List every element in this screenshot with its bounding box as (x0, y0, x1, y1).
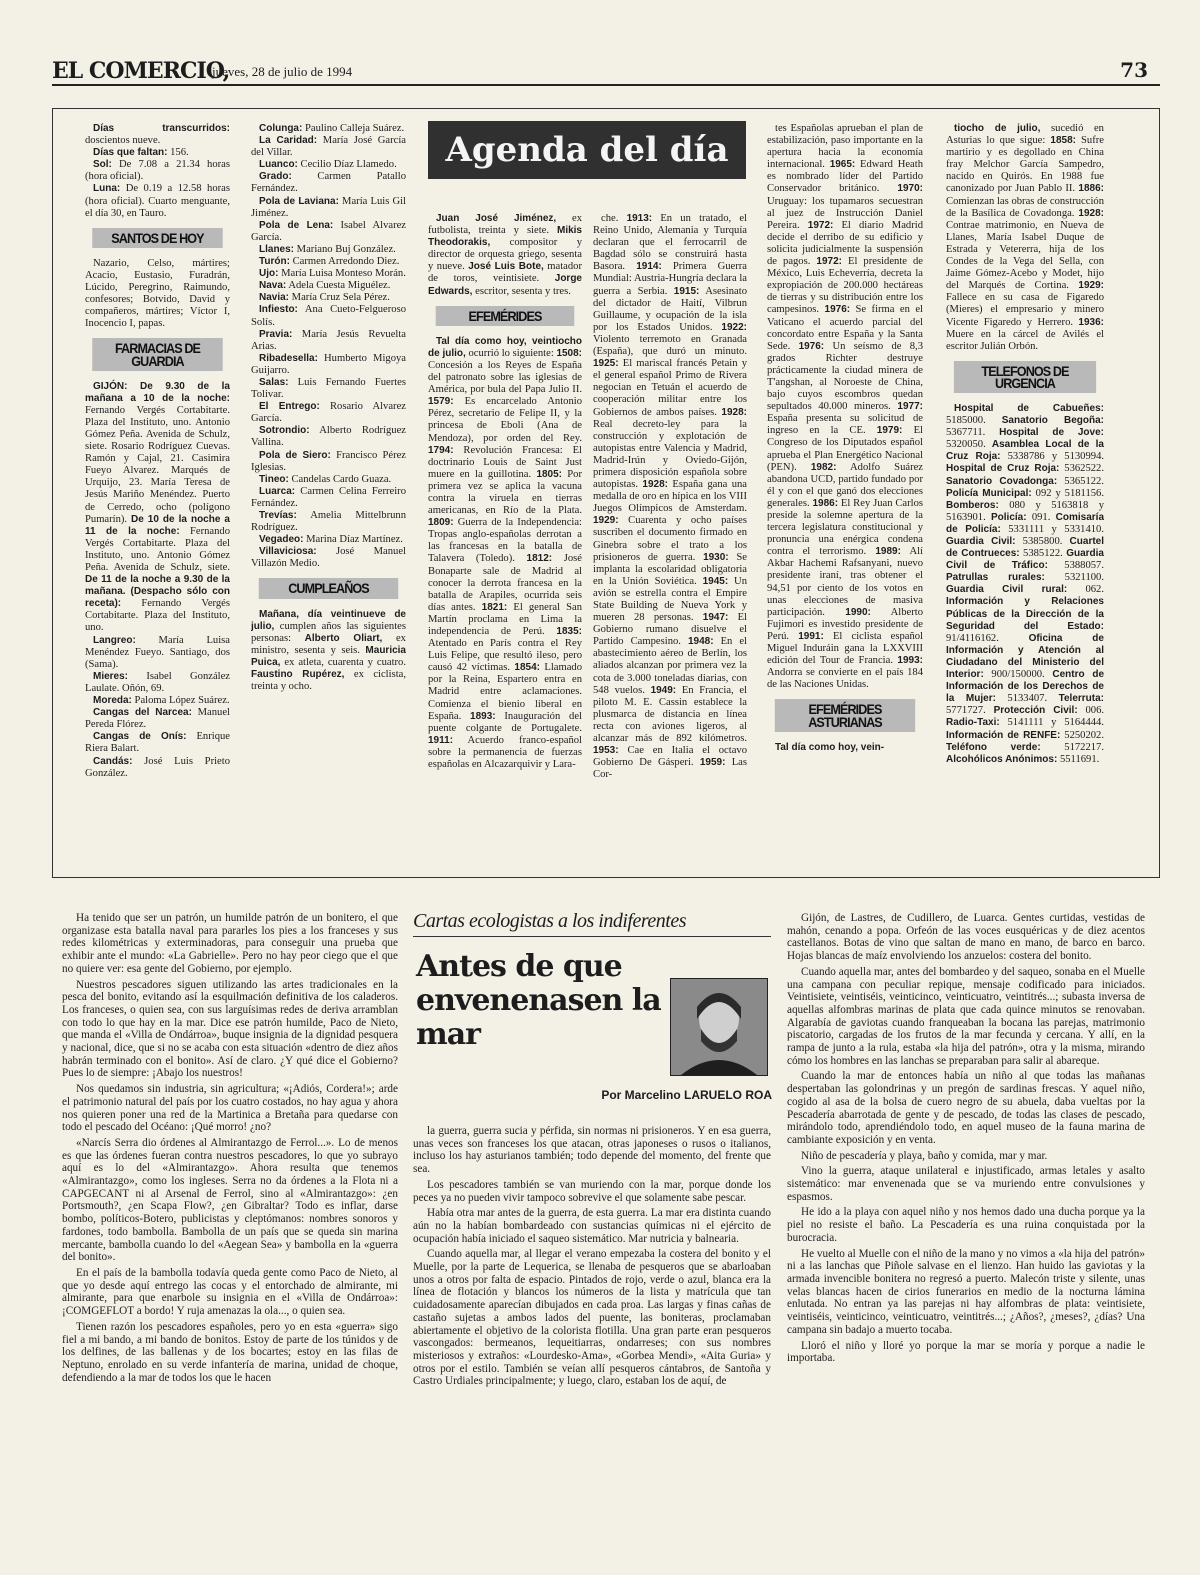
section-efemerides-title: EFEMÉRIDES (436, 306, 575, 326)
cumple-continued: Juan José Jiménez, ex futbolista, treinta y siete. Mikis Theodorakis, compositor y director de orquesta griego, sesenta y nueve. José Luis Bote, matador de toros, veintisiete. Jorge Edwards, escritor, sesenta y tres. (428, 213, 582, 297)
text-paragraph: Pola de Lena: Isabel Alvarez García. (251, 219, 406, 243)
article-paragraph: «Narcís Serra dio órdenes al Almirantazgo de Ferrol...». Lo de menos es que las órdenes fueran contra nuestros pescadores, lo que yo subrayo aquí es lo del «Almirantazgo». Ahora resulta que tenemos «Almirantazgo», como los ingleses. Serra no da órdenes a la Flota ni a CAPGECANT ni al Arsenal de Ferrol, sino al «Almirantazgo»: ¿en Portsmouth?, ¿en Scapa Flow?, ¿en Gibraltar? Todo es inflar, darse bombo, políticos-Botero, publicistas y cleptómanos: nombres sonoros y fardones, todo bambolla. Bambolla de un país que se queda sin marina mercante, bambolla cuando lo del «Aegean Sea» y bambolla en la «guerra del bonito». (62, 1136, 398, 1264)
section-santos-title: SANTOS DE HOY (92, 228, 223, 248)
section-efemerides-asturianas-title: EFEMÉRIDES ASTURIANAS (775, 699, 915, 731)
section-farmacias-title: FARMACIAS DE GUARDIA (92, 338, 223, 370)
text-paragraph: Turón: Carmen Arredondo Diez. (259, 256, 400, 268)
series-title: Cartas ecologistas a los indiferentes (413, 908, 771, 937)
agenda-box (52, 108, 1160, 878)
text-paragraph: Candás: José Luis Prieto González. (85, 755, 230, 779)
text-paragraph: Vegadeo: Marina Díaz Martínez. (259, 534, 403, 546)
text-paragraph: Moreda: Paloma López Suárez. (93, 695, 230, 707)
article-paragraph: Cuando aquella mar, antes del bombardeo y del saqueo, sonaba en el Muelle una campana con peculiar repique, mensaje codificado para iniciados. Veintisiete, veintiséis, veinticinco, veinticuatro, veintitrés...; subasta inversa de aquellas alfombras marinas de plata que cada quince minutos se renovaban. Algarabía de gaviotas cuando franqueaban la bocana las parejas, matrimonio piscatorio, cargadas de los frutos de la mar fecunda y cercana. Y allí, en la rampa de junto a la rula, estaba «la hija del patrón», otra y la misma, mirando cómo los hombres en las lanchas se preparaban para salir al abareque. (787, 965, 1145, 1067)
article-paragraph: Los pescadores también se van muriendo con la mar, porque donde los peces ya no pueden vivir tampoco sobrevive el que solamente sabe pescar. (413, 1178, 771, 1204)
article-paragraph: la guerra, guerra sucia y pérfida, sin normas ni prisioneros. Y en esa guerra, unas veces son franceses los que atacan, otras japoneses o rusos o italianos, incluso los hay asturianos también; todo depende del momento, del frente que sea. (413, 1125, 771, 1176)
newspaper-logo: EL COMERCIO, (52, 58, 230, 84)
page-number: 73 (1120, 58, 1148, 82)
article-headline: Antes de que envenenasen la mar (416, 949, 661, 1052)
efemerides-end: tes Españolas aprueban el plan de estabilización, paso importante en la apertura hacia la economía internacional. 1965: Edward Heath es nombrado líder del Partido Conservador británico. 1970: Uruguay: los tupamaros secuestran al juez de Instrucción Daniel Pereira. 1972: El diario Madrid decide el derribo de su edificio y solicita judicialmente la suspensión de pagos. 1972: El presidente de México, Luis Echeverría, decreta la expropiación de 200.000 hectáreas de tierras y su distribución entre los campesinos. 1976: Se firma en el Vaticano el acuerdo parcial del concordato entre España y la Santa Sede. 1976: Un seísmo de 8,3 grados Richter destruye prácticamente la ciudad minera de T'angshan, al Noroeste de China, bajo cuyos escombros quedan sepultados 40.000 mineros. 1977: España presenta su solicitud de ingreso en la CE. 1979: El Congreso de los Diputados español aprueba el Plan Energético Nacional (PEN). 1982: Adolfo Suárez abandona UCD, partido fundado por él y con el que ganó dos elecciones generales. 1986: El Rey Juan Carlos preside la solemne apertura de la tercera legislatura constitucional y pronuncia una enérgica condena contra el terrorismo. 1989: Alí Akbar Hachemi Rafsanyani, nuevo presidente iraní, tras obtener el 94,51 por ciento de los votos en unas elecciones de masiva participación. 1990: Alberto Fujimori es investido presidente de Perú. 1991: El ciclista español Miguel Induráin gana la LXXVIII edición del Tour de Francia. 1993: Andorra se convierte en el país 184 de las Naciones Unidas. (767, 123, 923, 691)
article-paragraph: He vuelto al Muelle con el niño de la mano y no vimos a «la hija del patrón» ni a las lanchas que Piñole salvase en el lienzo. Han huido las gaviotas y la armada invencible bonitera no regresó a puerto. Malecón triste y silente, unas velas blancas hacen de cirios funerarios en medio de la nocturna lámina enlutada. No entran ya las parejas ni hay alfombras de plata: veintisiete, veintiséis, veinticinco, veinticuatro, veintitrés...; ¿Años?, ¿meses?, ¿días? Una campana sin badajo a muerto tocaba. (787, 1247, 1145, 1336)
text-paragraph: Pola de Laviana: María Luis Gil Jiménez. (251, 195, 406, 219)
text-paragraph: La Caridad: María José García del Villar. (251, 135, 406, 159)
article-paragraph: Nuestros pescadores siguen utilizando las artes tradicionales en la pesca del bonito, evitando así la esquilmación definitiva de los caladeros. Los franceses, o quien sea, con sus larguísimas redes de deriva arramblan con todo lo que hay en la mar. Dice ese patrón humilde, Paco de Nieto, que manda el «Villa de Ondárroa», buque insignia de la dignidad pesquera y nacional, dice, que si no se acaba con esta situación «dentro de diez años habrán terminado con el bonito». Así de claro. ¿Y qué dice el Gobierno? Pues lo de siempre: ¡Abajo los nuestros! (62, 978, 398, 1080)
text-paragraph: Luna: De 0.19 a 12.58 horas (hora oficial). Cuarto menguante, el día 30, en Tauro. (85, 183, 230, 219)
almanac-block (85, 123, 230, 220)
article-paragraph: Tienen razón los pescadores españoles, pero yo en esta «guerra» sigo fiel a mi bando, a mi bando de bonitos. Estoy de parte de los túnidos y de los delfines, de las ballenas y de los bocartes; estoy en las filas de Neptuno, enrolado en su verde infantería de marina, unidad de choque, defendiendo a la mar de todos los que le hacen (62, 1320, 398, 1384)
agenda-column-1 (85, 123, 230, 868)
text-paragraph: El Entrego: Rosario Alvarez García. (251, 401, 406, 425)
article-column-middle (413, 1125, 771, 1542)
agenda-column-5 (767, 123, 923, 868)
text-paragraph: Cangas del Narcea: Manuel Pereda Flórez. (85, 707, 230, 731)
article-byline: Por Marcelino LARUELO ROA (601, 1088, 772, 1102)
article-paragraph: En el país de la bambolla todavía queda gente como Paco de Nieto, al que yo desde aquí entrego las cocas y el entorchado de almirante, mi almirante, para que enarbole su insignia en el «Villa de Ondárroa»: ¡COMGEFLOT a bordo! Y ruja amenazas la ola..., o quien sea. (62, 1266, 398, 1318)
masthead (52, 58, 1160, 86)
article-paragraph: Gijón, de Lastres, de Cudillero, de Luarca. Gentes curtidas, vestidas de mahón, cenando a popa. Orfeón de las voces eusquéricas y de diez acentos castellanos. Botas de vino que saltan de mano en mano, de barco en barco. Hojas blancas de maíz envolviendo los anzuelos: costera del bonito. (787, 912, 1145, 963)
agenda-column-2 (251, 123, 406, 868)
author-portrait-icon (671, 979, 767, 1075)
text-paragraph: Luanco: Cecilio Díaz Llamedo. (259, 159, 397, 171)
efemerides-continued: che. 1913: En un tratado, el Reino Unido, Alemania y Turquía declaran que el ferrocarril de Bagdad sólo se construirá hasta Basora. 1914: Primera Guerra Mundial: Austria-Hungría declara la guerra a Serbia. 1915: Asesinato del dictador de Haití, Vilbrun Guillaume, y ocupación de la isla por los Estados Unidos. 1922: Violento terremoto en Granada (España), que duró un minuto. 1925: El mariscal francés Petain y el general español Primo de Rivera negocian en Tetuán el acuerdo de cooperación militar entre los Gobiernos de ambos países. 1928: Real decreto-ley para la construcción y explotación de autopistas entre Valencia y Madrid, Madrid-Irún y Oviedo-Gijón, primera disposición española sobre autopistas. 1928: España gana una medalla de oro en hípica en los VIII Juegos Olímpicos de Amsterdam. 1929: Cuarenta y ocho países suscriben el documento firmado en Ginebra sobre el trato a los prisioneros de guerra. 1930: Se implanta la escolaridad obligatoria en la Unión Soviética. 1945: Un avión se estrella contra el Empire State Building de Nueva York y mueren 28 personas. 1947: El Gobierno rumano disuelve el Partido Campesino. 1948: En el abastecimiento aéreo de Berlín, los aliados alcanzan por primera vez la cota de 3.000 toneladas diarias, con 548 vuelos. 1949: En Francia, el piloto M. E. Cassin establece la plusmarca de distancia en línea recta con aviones ligeros, al alcanzar más de 892 kilómetros. 1953: Cae en Italia el octavo Gobierno De Gásperi. 1959: Las Cor- (593, 213, 747, 781)
agenda-column-6 (946, 123, 1104, 868)
text-paragraph: Infiesto: Ana Cueto-Felgueroso Solís. (251, 304, 406, 328)
text-paragraph: Nava: Adela Cuesta Miguélez. (259, 280, 391, 292)
text-paragraph: Ribadesella: Humberto Migoya Guijarro. (251, 352, 406, 376)
article-paragraph: Nos quedamos sin industria, sin agricultura; «¡Adiós, Cordera!»; arde el patrimonio natural del país por los cuatro costados, no hay agua y ahora nos quieren poner una red de la Martinica a Bretaña para quedarse con todo el pescado del Océano: ¡Qué morro! ¿no? (62, 1083, 398, 1134)
farmacias-towns (251, 123, 406, 570)
efemerides-asturianas-start: Tal día como hoy, vein- (775, 741, 885, 753)
text-paragraph: Navia: María Cruz Sela Pérez. (259, 292, 390, 304)
issue-date: jueves, 28 de julio de 1994 (212, 64, 353, 79)
article-column-left (62, 912, 398, 1542)
article-paragraph: He ido a la playa con aquel niño y nos hemos dado una ducha porque ya la piel no resiste el baño. La Pescadería es una ruina conquistada por la burocracia. (787, 1206, 1145, 1244)
agenda-column-4 (593, 213, 747, 868)
text-paragraph: Sotrondio: Alberto Rodríguez Vallina. (251, 425, 406, 449)
article-paragraph: Niño de pescadería y playa, baño y comida, mar y mar. (801, 1149, 1048, 1162)
text-paragraph: Pola de Siero: Francisco Pérez Iglesias. (251, 449, 406, 473)
agenda-column-3 (428, 213, 582, 868)
text-paragraph: Luarca: Carmen Celina Ferreiro Fernández. (251, 485, 406, 509)
article-paragraph: Cuando aquella mar, al llegar el verano empezaba la costera del bonito y el Muelle, por la parte de Lequerica, se llenaba de pesqueros que se abarloaban unos a otros por falta de espacio. Pintados de rojo, verde o azul, blanca era la línea de flotación y blancos los números de la lista y matrícula que tan cuidadosamente aparecían dibujados en cada proa. Las largas y finas cañas de castaño sujetas a ambos lados del puente, las boniteras, proclamaban abiertamente el objetivo de la colorista flotilla. Una gran parte eran pesqueros vascongados: bermeanos, lequeitiarras, ondarreses; con sus nombres misteriosos y extraños: «Lourdesko-Ama», «Gorbea Mendi», «Aita Guria» y otros por el estilo. También se veían allí pesqueros cántabros, de Santoña y Castro Urdiales principalmente; y luego, claro, estaban los de aquí, de (413, 1248, 771, 1388)
section-telefonos-title: TELEFONOS DE URGENCIA (954, 361, 1096, 393)
article-paragraph: Lloró el niño y lloré yo porque la mar se moría y porque a nadie le importaba. (787, 1339, 1145, 1365)
text-paragraph: Días que faltan: 156. (93, 147, 189, 159)
text-paragraph: Colunga: Paulino Calleja Suárez. (259, 123, 405, 134)
text-paragraph: Trevías: Amelia Mittelbrunn Rodríguez. (251, 510, 406, 534)
text-paragraph: Tineo: Candelas Cardo Guaza. (259, 473, 392, 485)
text-paragraph: GIJÓN: De 9.30 de la mañana a 10 de la noche: Fernando Vergés Cortabitarte. Plaza del Instituto, uno. Antonio Gómez Peña. Avenida de Schulz, siete. Rosario Rodríguez Cuevas. Ramón y Cajal, 21. Casimira Fueyo Alvarez. Marqués de Urquijo, 23. María Teresa de Jesús Mariño Menéndez. Puerto de Cerredo, ocho (polígono Pumarín). De 10 de la noche a 11 de la noche: Fernando Vergés Cortabitarte. Plaza del Instituto, uno. Antonio Gómez Peña. Avenida de Schulz, siete. De 11 de la noche a 9.30 de la mañana. (Despacho sólo con receta): Fernando Vergés Cortabitarte. Plaza del Instituto, uno. (85, 380, 230, 634)
efemerides-text: Tal día como hoy, veintiocho de julio, ocurrió lo siguiente: 1508: Concesión a los Reyes de España del patronato sobre las iglesias de América, por bula del Papa Julio II. 1579: Es encarcelado Antonio Pérez, secretario de Felipe II, y la princesa de Eboli (Ana de Mendoza), por orden del Rey. 1794: Revolución Francesa: El doctrinario Louis de Saint Just muere en la guillotina. 1805: Por primera vez se aplica la vacuna contra la viruela en tierras americanas, en Río de la Plata. 1809: Guerra de la Independencia: Tropas anglo-españolas derrotan a las francesas en la batalla de Talavera (Toledo). 1812: José Bonaparte sale de Madrid al conocer la derrota francesa en la batalla de Arapiles, ocurrida seis días antes. 1821: El general San Martín proclama en Lima la independencia de Perú. 1835: Atentado en París contra el Rey Luis Felipe, que resultó ileso, pero causó 42 víctimas. 1854: Llamado por la Reina, Espartero entra en Madrid entre aclamaciones. Comienza el bienio liberal en España. 1893: Inauguración del puente colgante de Portugalete. 1911: Acuerdo franco-español sobre la permanencia de fuerzas españolas en Alcazarquivir y Lara- (428, 335, 582, 771)
article-paragraph: Cuando la mar de entonces había un niño al que todas las mañanas despertaban las golondrinas y un pregón de sardinas frescas. Y aquel niño, cogido al asa de la bolsa de cuero negro de su abuela, daba vueltas por la Pescadería abarrotada de gente y de pescado, de todas las clases de pescado, mirándolo todo, aprendiéndolo todo, en aquel museo de la fauna marina de cambiante exposición y en venta. (787, 1070, 1145, 1146)
santos-text: Nazario, Celso, mártires; Acacio, Eustasio, Furadrán, Lúcido, Peregrino, Raimundo, confesores; Botvido, David y compañeros, mártires; Víctor I, Inocencio I, papas. (85, 257, 230, 330)
section-cumple-title: CUMPLEAÑOS (259, 578, 399, 598)
article-column-right (787, 912, 1145, 1542)
article-paragraph: Había otra mar antes de la guerra, de esta guerra. La mar era distinta cuando aún no la habían bombardeado con sustancias químicas ni el ejército de ocupación había iniciado el saqueo sistemático. Mar nutricia y balnearia. (413, 1207, 771, 1245)
text-paragraph: Grado: Carmen Patallo Fernández. (251, 171, 406, 195)
text-paragraph: Días transcurridos: doscientos nueve. (85, 123, 230, 147)
efemerides-asturianas-text: tiocho de julio, sucedió en Asturias lo que sigue: 1858: Sufre martirio y es degollado en China fray Melchor García Sampedro, nacido en Quirós. En 1988 fue canonizado por Juan Pablo II. 1886: Comienzan las obras de construcción de la Basílica de Covadonga. 1928: Contrae matrimonio, en Nueva de Llanes, María Isabel Duque de Estrada y Vetererra, hija de los Condes de la Vega del Sella, con Jaime Gómez-Acebo y Modet, hijo del Marqués de Cortina. 1929: Fallece en su casa de Figaredo (Mieres) el empresario y minero Vicente Figaredo y Herrero. 1936: Muere en la cárcel de Avilés el escritor Julián Orbón. (946, 123, 1104, 352)
text-paragraph: Sol: De 7.08 a 21.34 horas (hora oficial). (85, 159, 230, 183)
text-paragraph: Ujo: María Luisa Monteso Morán. (259, 268, 406, 280)
text-paragraph: Cangas de Onís: Enrique Riera Balart. (85, 731, 230, 755)
text-paragraph: Pravia: María Jesús Revuelta Arias. (251, 328, 406, 352)
text-paragraph: Salas: Luis Fernando Fuertes Tolivar. (251, 376, 406, 401)
author-photo (670, 978, 768, 1076)
text-paragraph: Mieres: Isabel González Laulate. Oñón, 69. (85, 670, 230, 694)
telefonos-text: Hospital de Cabueñes: 5185000. Sanatorio Begoña: 5367711. Hospital de Jove: 5320050. Asamblea Local de la Cruz Roja: 5338786 y 5130994. Hospital de Cruz Roja: 5362522. Sanatorio Covadonga: 5365122. Policía Municipal: 092 y 5181156. Bomberos: 080 y 5163818 y 5163901. Policía: 091. Comisaría de Policía: 5331111 y 5331410. Guardia Civil: 5385800. Cuartel de Contrueces: 5385122. Guardia Civil de Tráfico: 5388057. Patrullas rurales: 5321100. Guardia Civil rural: 062. Información y Relaciones Públicas de la Dirección de la Seguridad del Estado: 91/4116162. Oficina de Información y Atención al Ciudadano del Ministerio del Interior: 900/150000. Centro de Información de los Derechos de la Mujer: 5133407. Telerruta: 5771727. Protección Civil: 006. Radio-Taxi: 5141111 y 5164444. Información de RENFE: 5250202. Teléfono verde: 5172217. Alcohólicos Anónimos: 5511691. (946, 402, 1104, 765)
article-paragraph: Vino la guerra, ataque unilateral e injustificado, armas letales y asalto sistemático: mar envenenada que se va muriendo entre convulsiones y espasmos. (787, 1165, 1145, 1203)
farmacias-text (85, 381, 230, 780)
text-paragraph: Villaviciosa: José Manuel Villazón Medio. (251, 546, 406, 570)
agenda-title: Agenda del día (428, 121, 746, 179)
text-paragraph: Langreo: María Luisa Menéndez Fueyo. Santiago, dos (Sama). (85, 634, 230, 670)
article-paragraph: Ha tenido que ser un patrón, un humilde patrón de un bonitero, el que organizase esta batalla naval para pararles los pies a los franceses y sus redes kilométricas y exterminadoras, para conseguir una prueba que exhibir ante el mundo: «La Gabrielle». Pero no hay peor ciego que el que no quiere ver: esa gente del Gobierno, por ejemplo. (62, 912, 398, 975)
text-paragraph: Llanes: Mariano Buj González. (259, 243, 396, 255)
cumple-text: Mañana, día veintinueve de julio, cumplen años las siguientes personas: Alberto Oliart, ex ministro, sesenta y seis. Mauricia Puica, ex atleta, cuarenta y cuatro. Faustino Rupérez, ex ciclista, treinta y ocho. (251, 608, 406, 693)
